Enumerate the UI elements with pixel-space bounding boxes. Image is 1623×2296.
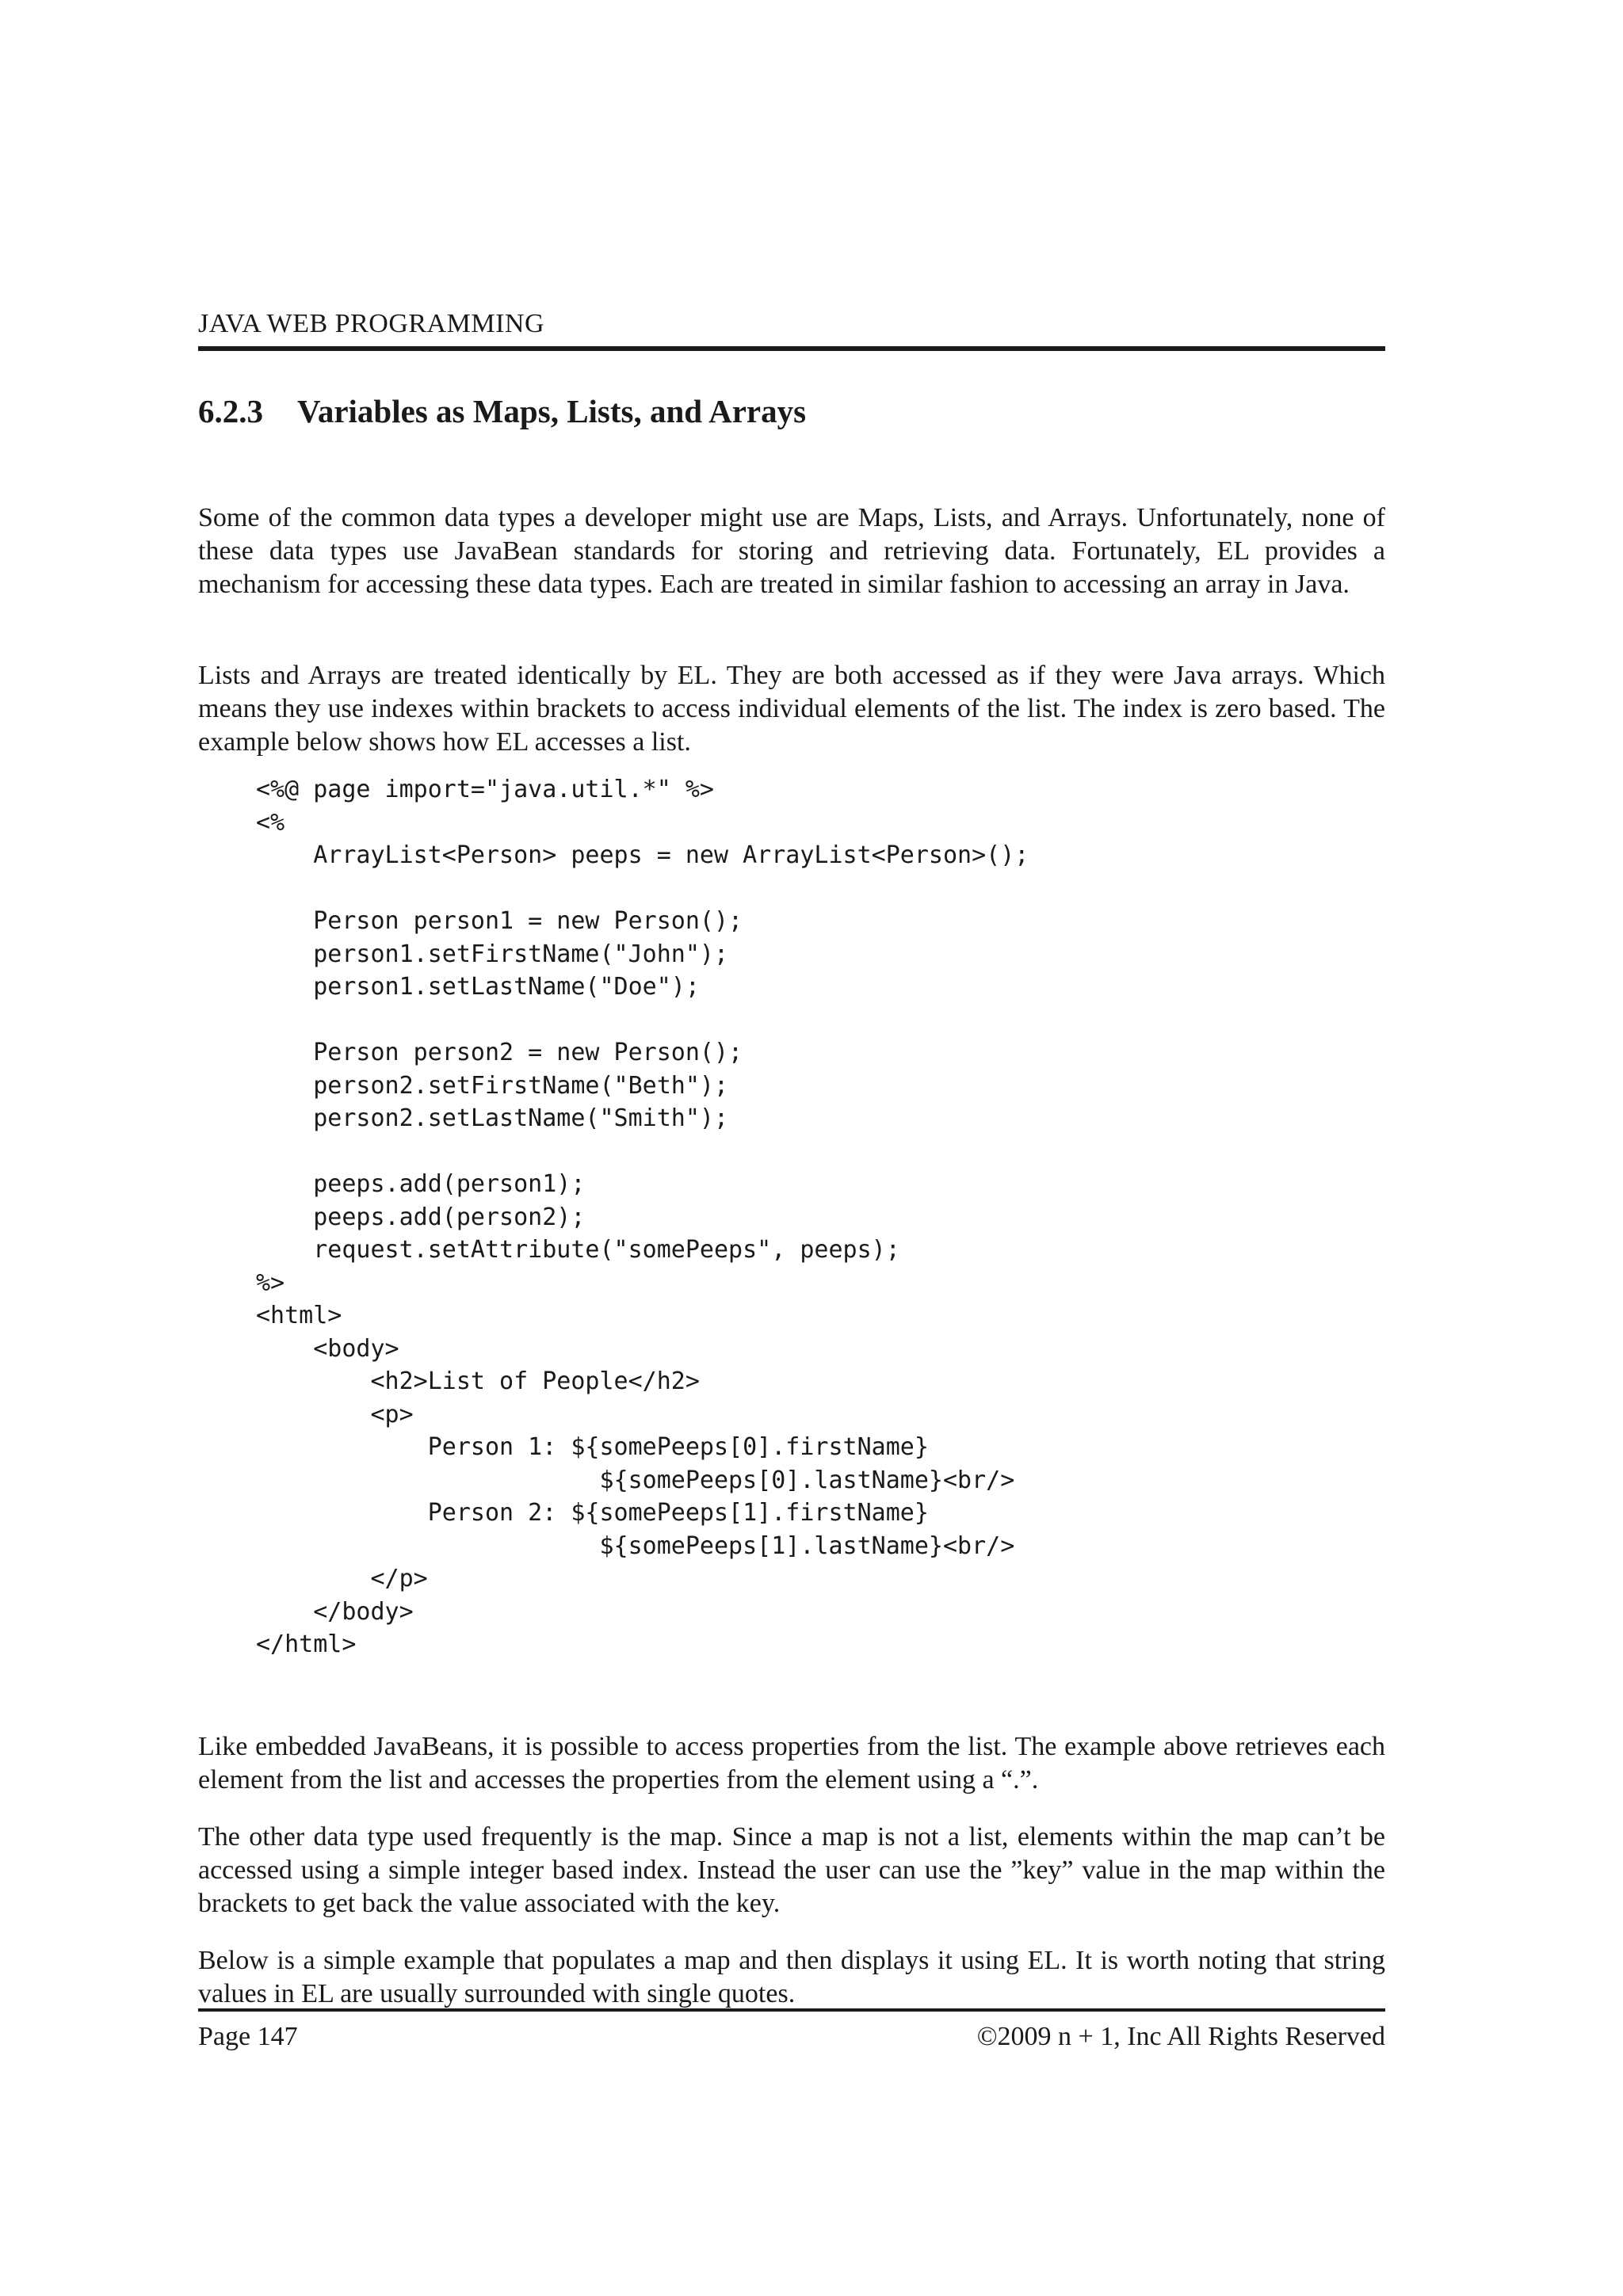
code-line: person2.setFirstName("Beth"); — [256, 1071, 729, 1100]
document-page — [198, 0, 1385, 2296]
code-line: <html> — [256, 1302, 342, 1329]
paragraph-map: The other data type used frequently is the map. Since a map is not a list, elements within the map can’t be accessed using a simple integer based index. Instead the user can use the ”key” value in the map within the brackets to get back the value associated with the key. — [198, 1822, 1385, 1918]
code-line: Person 2: ${somePeeps[1].firstName} — [256, 1499, 929, 1527]
code-line: <h2>List of People</h2> — [256, 1367, 700, 1395]
paragraph-embedded-beans: Like embedded JavaBeans, it is possible to access properties from the list. The example above retrieves each element from the list and accesses the properties from the element using a “.”. — [198, 1732, 1385, 1794]
code-line: ${somePeeps[1].lastName}<br/> — [256, 1531, 1015, 1560]
paragraph-map-example: Below is a simple example that populates a map and then displays it using EL. It is worth noting that string values in EL are usually surrounded with single quotes. — [198, 1946, 1385, 2008]
code-line: person1.setLastName("Doe"); — [256, 973, 700, 1001]
code-line: Person person2 = new Person(); — [256, 1039, 743, 1066]
code-line: </html> — [256, 1630, 357, 1658]
code-listing — [256, 773, 1029, 1661]
code-line: ${somePeeps[0].lastName}<br/> — [256, 1466, 1015, 1494]
code-line: request.setAttribute("somePeeps", peeps); — [256, 1236, 900, 1264]
header-rule — [198, 346, 1385, 351]
code-line — [256, 1135, 1029, 1169]
paragraph-lists-arrays: Lists and Arrays are treated identically by EL. They are both accessed as if they were Java arrays. Which means they use indexes within brackets to access individual elements of the list. The index is zero based. The example below shows how EL accesses a list. — [198, 661, 1385, 757]
code-line: person1.setFirstName("John"); — [256, 940, 729, 968]
copyright-notice: ©2009 n + 1, Inc All Rights Reserved — [976, 2022, 1385, 2051]
code-line — [256, 872, 1029, 906]
code-line: peeps.add(person1); — [256, 1170, 586, 1198]
section-number: 6.2.3 — [198, 393, 263, 429]
paragraph-intro: Some of the common data types a developer might use are Maps, Lists, and Arrays. Unfortunately, none of these data types use JavaBean standards for storing and retrieving data. Fortunately, EL provides a mechanism for accessing these data types. Each are treated in similar fashion to accessing an array in Java. — [198, 503, 1385, 599]
code-line: %> — [256, 1268, 285, 1297]
code-line: <% — [256, 808, 285, 837]
footer-rule — [198, 2008, 1385, 2012]
code-line — [256, 1004, 1029, 1037]
page-number: Page 147 — [198, 2022, 298, 2051]
code-line: Person person1 = new Person(); — [256, 907, 743, 935]
code-line: person2.setLastName("Smith"); — [256, 1104, 729, 1132]
code-line: ArrayList<Person> peeps = new ArrayList<Person>(); — [256, 841, 1029, 869]
code-line: <body> — [256, 1334, 399, 1363]
code-line: Person 1: ${somePeeps[0].firstName} — [256, 1433, 929, 1461]
running-head: JAVA WEB PROGRAMMING — [198, 309, 544, 338]
section-heading — [198, 392, 806, 430]
code-line: peeps.add(person2); — [256, 1203, 586, 1231]
section-title: Variables as Maps, Lists, and Arrays — [297, 393, 807, 429]
code-line: </p> — [256, 1565, 428, 1592]
code-line: <%@ page import="java.util.*" %> — [256, 776, 714, 803]
code-line: </body> — [256, 1597, 414, 1626]
code-line: <p> — [256, 1400, 414, 1428]
